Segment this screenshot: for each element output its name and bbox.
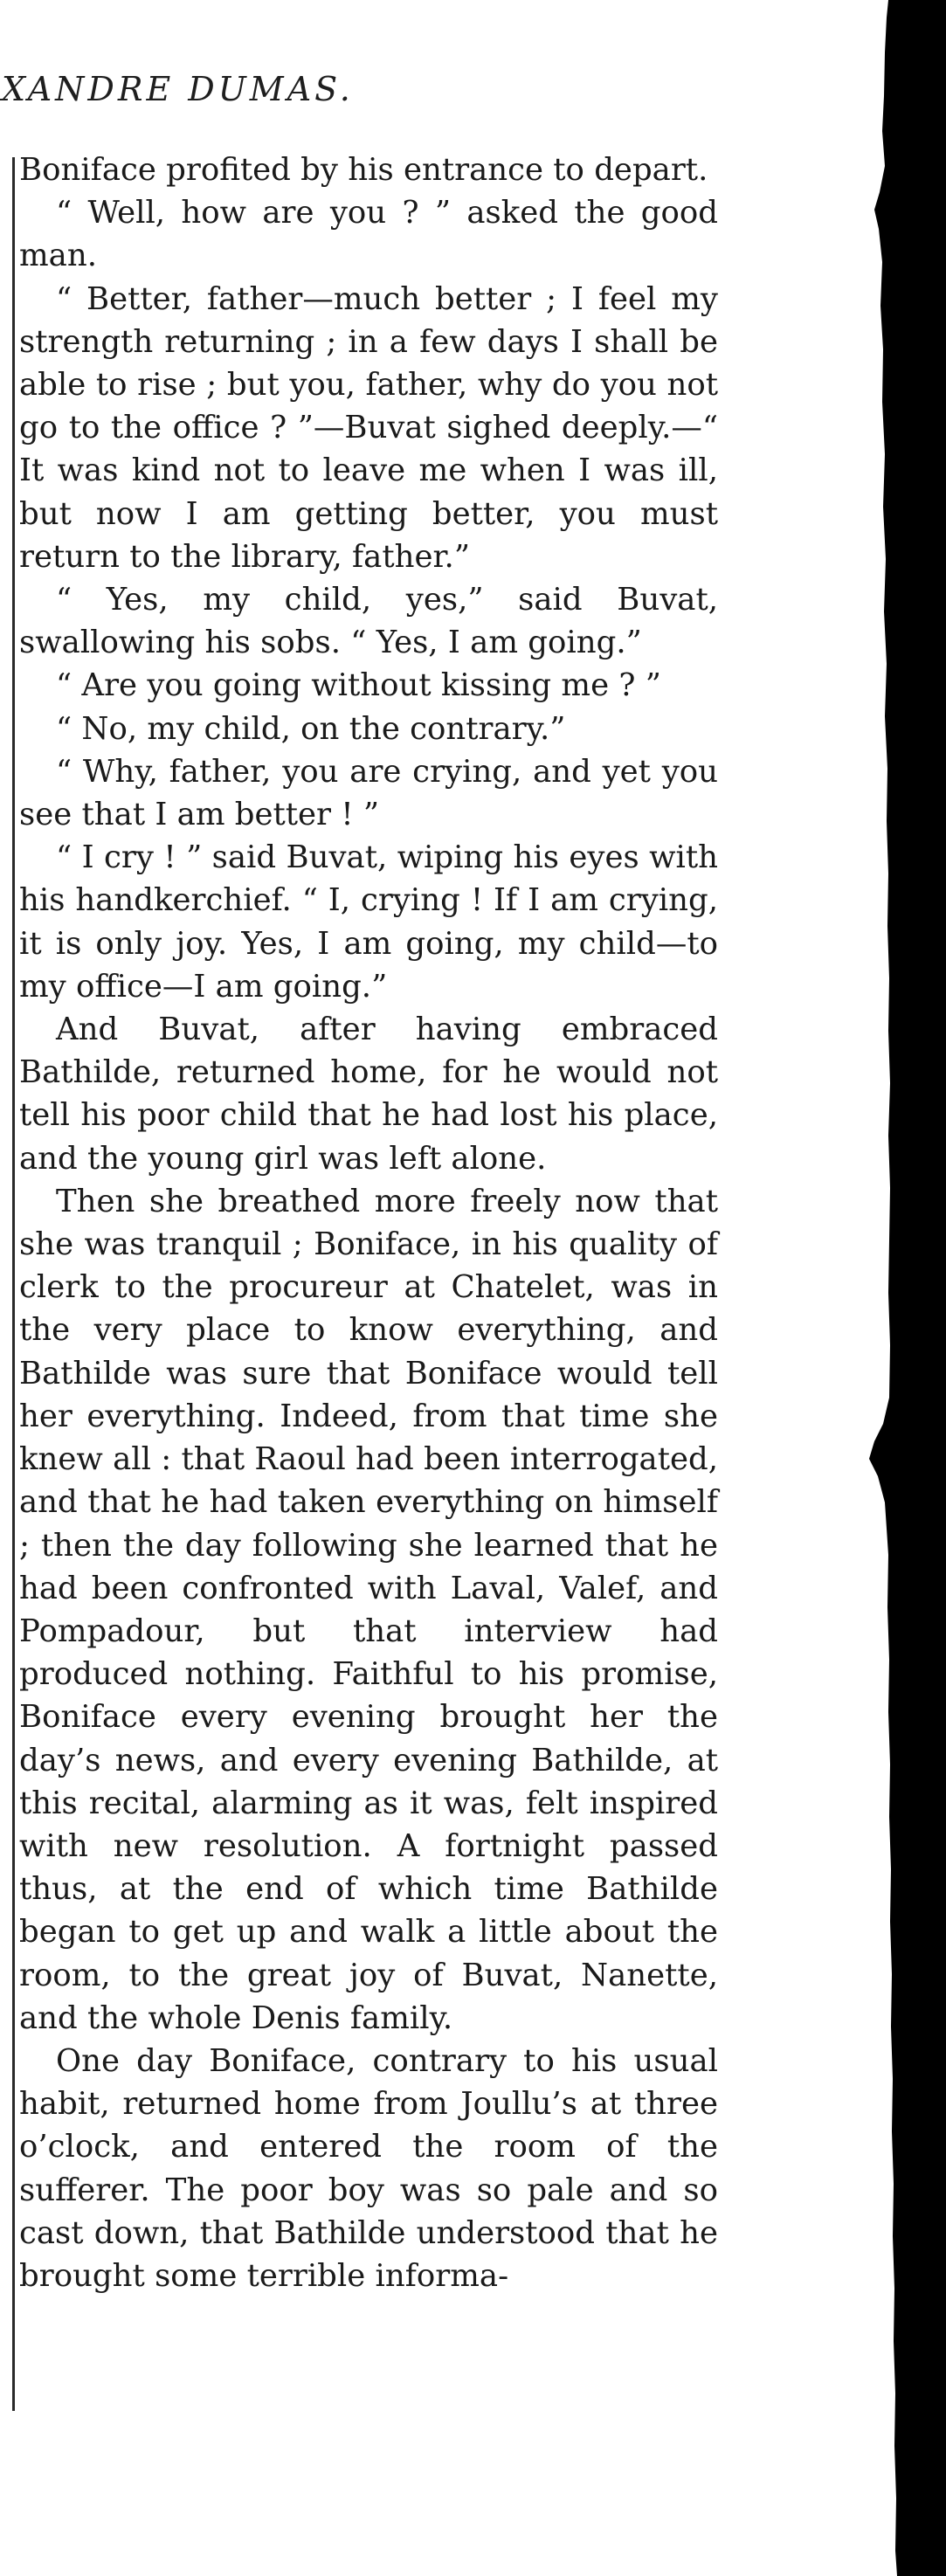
paragraph-4: “ Yes, my child, yes,” said Buvat, swallowing his sobs. “ Yes, I am going.” [19, 582, 718, 661]
torn-page-edge [859, 0, 946, 2576]
paragraph-6: “ No, my child, on the contrary.” [56, 710, 566, 747]
text-column [19, 148, 718, 2297]
paragraph-3: “ Better, father—much better ; I feel my strength returning ; in a few days I shall be able to rise ; but you, father, why do you not go to the office ? ”—Buvat sighed deeply.—“ It was kind not to leave me when I was ill, but now I am getting better, you must return to the library, father.” [19, 280, 718, 575]
paragraph-10: Then she breathed more freely now that she was tranquil ; Boniface, in his quality of clerk to the procureur at Chatelet, was in the very place to know everything, and Bathilde was sure that Boniface would tell her everything. Indeed, from that time she knew all : that Raoul had been interrogated, and that he had taken everything on himself ; then the day following she learned that he had been confronted with Laval, Valef, and Pompadour, but that interview had produced nothing. Faithful to his promise, Boniface every evening brought her the day’s news, and every evening Bathilde, at this recital, alarming as it was, felt inspired with new resolution. A fortnight passed thus, at the end of which time Bathilde began to get up and walk a little about the room, to the great joy of Buvat, Nanette, and the whole Denis family. [19, 1183, 718, 2036]
paragraph-11: One day Boniface, contrary to his usual habit, returned home from Joullu’s at three o’clock, and entered the room of the sufferer. The poor boy was so pale and so cast down, that Bathilde understood that he brought some terrible informa- [19, 2042, 718, 2294]
paragraph-8: “ I cry ! ” said Buvat, wiping his eyes with his handkerchief. “ I, crying ! If I am crying, it is only joy. Yes, I am going, my child—to my office—I am going.” [19, 839, 718, 1005]
running-head: XANDRE DUMAS. [2, 70, 354, 108]
paragraph-2: “ Well, how are you ? ” asked the good man. [19, 195, 718, 274]
paragraph-5: “ Are you going without kissing me ? ” [56, 667, 661, 704]
column-rule [12, 157, 15, 2411]
paragraph-1: Boniface profited by his entrance to depart. [19, 152, 708, 188]
paragraph-7: “ Why, father, you are crying, and yet you see that I am better ! ” [19, 753, 718, 833]
paragraph-9: And Buvat, after having embraced Bathilde, returned home, for he would not tell his poor child that he had lost his place, and the young girl was left alone. [19, 1012, 718, 1177]
